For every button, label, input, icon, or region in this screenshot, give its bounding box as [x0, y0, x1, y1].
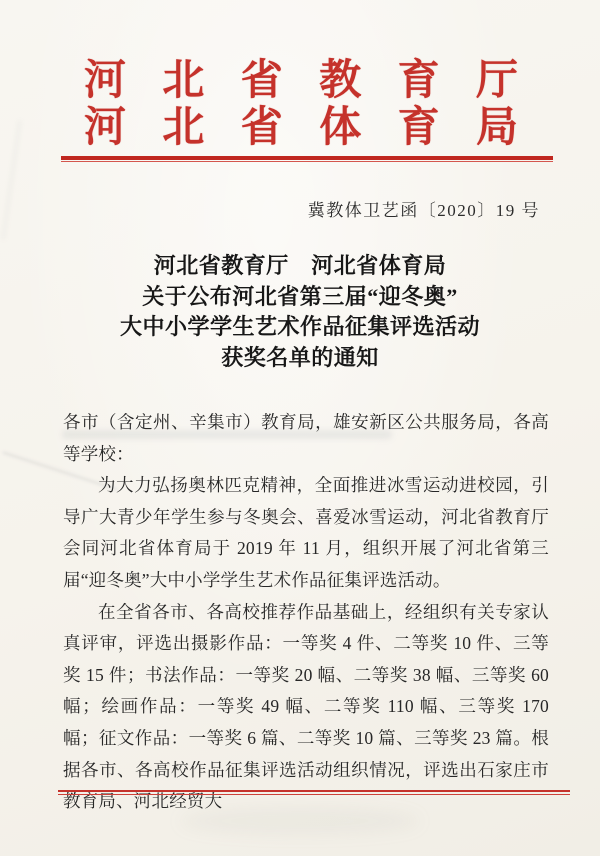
letterhead-rule — [61, 156, 553, 162]
title-line-1: 河北省教育厅 河北省体育局 — [153, 253, 447, 278]
scan-crease-mark — [2, 120, 22, 239]
letterhead — [84, 58, 518, 152]
letterhead-agency-2: 河北省体育局 — [84, 105, 518, 151]
body-paragraph-1: 为大力弘扬奥林匹克精神，全面推进冰雪运动进校园，引导广大青少年学生参与冬奥会、喜爱冰雪运动，河北省教育厅会同河北省体育局于 2019 年 11 月，组织开展了河北省第三届“迎冬奥”大中小学学生艺术作品征集评选活动。 — [63, 475, 549, 590]
salutation: 各市（含定州、辛集市）教育局，雄安新区公共服务局，各高等学校： — [63, 412, 549, 464]
bottom-red-rule — [58, 790, 570, 795]
document-number: 冀教体卫艺函〔2020〕19 号 — [307, 201, 540, 220]
title-line-2: 关于公布河北省第三届“迎冬奥” — [142, 283, 458, 309]
notice-body — [63, 407, 549, 818]
title-line-4: 获奖名单的通知 — [221, 344, 379, 370]
notice-title — [0, 251, 600, 373]
body-paragraph-2: 在全省各市、各高校推荐作品基础上，经组织有关专家认真评审，评选出摄影作品：一等奖 4 件、二等奖 10 件、三等奖 15 件；书法作品：一等奖 20 幅、二等奖 38 幅、三等奖 60 幅；绘画作品：一等奖 49 幅、二等奖 110 幅、三等奖 170 幅；征文作品：一等奖 6 篇、二等奖 10 篇、三等奖 23 篇。根据各市、各高校作品征集评选活动组织情况，评选出石家庄市教育局、河北经贸大 — [63, 601, 549, 812]
title-line-3: 大中小学学生艺术作品征集评选活动 — [119, 314, 480, 339]
letterhead-agency-1: 河北省教育厅 — [84, 58, 518, 104]
